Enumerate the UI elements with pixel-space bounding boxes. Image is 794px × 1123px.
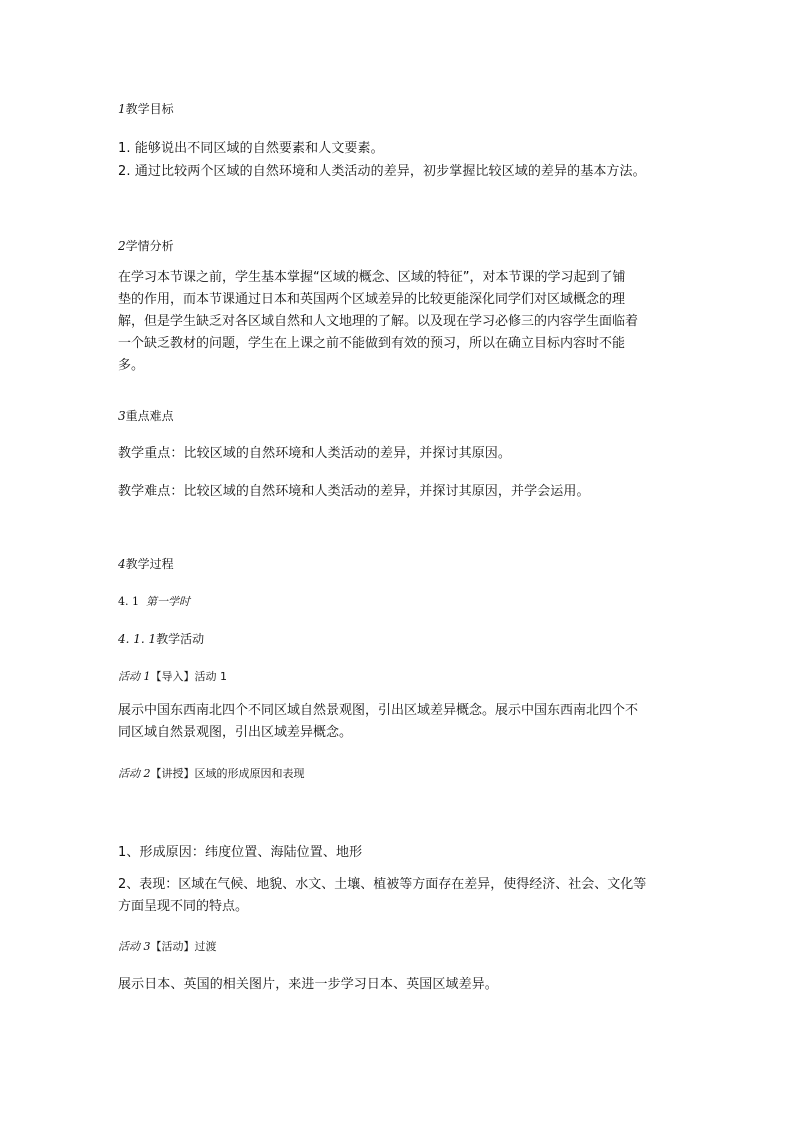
section-number: 3 (118, 409, 126, 423)
activity-label: 活动 1 (118, 670, 151, 683)
section-title: 教学过程 (125, 557, 174, 571)
section-number: 2 (118, 239, 126, 253)
paragraph-line: 垫的作用，而本节课通过日本和英国两个区域差异的比较更能深化同学们对区域概念的理 (118, 292, 626, 307)
objective-item: 2. 通过比较两个区域的自然环境和人类活动的差异，初步掌握比较区域的差异的基本方法。 (118, 164, 646, 179)
paragraph-line: 方面呈现不同的特点。 (118, 899, 249, 914)
subsection-heading-lesson (118, 593, 190, 609)
objective-item: 1. 能够说出不同区域的自然要素和人文要素。 (118, 141, 384, 156)
paragraph-line: 多。 (118, 358, 145, 373)
activity-name: 区域的形成原因和表现 (194, 767, 305, 780)
section-heading-keypoints (118, 407, 174, 424)
formation-cause-text: 1、形成原因：纬度位置、海陆位置、地形 (118, 845, 363, 860)
key-point-text: 教学重点：比较区域的自然环境和人类活动的差异，并探讨其原因。 (118, 446, 512, 461)
section-title: 教学目标 (125, 102, 174, 116)
activity-heading (118, 668, 227, 684)
section-heading-analysis (118, 237, 174, 254)
paragraph-line: 一个缺乏教材的问题，学生在上课之前不能做到有效的预习，所以在确立目标内容时不能 (118, 336, 626, 351)
activity-label: 活动 3 (118, 940, 151, 953)
paragraph-line: 解，但是学生缺乏对各区域自然和人文地理的了解。以及现在学习必修三的内容学生面临着 (118, 314, 639, 329)
section-number: 4 (118, 557, 126, 571)
subsection-number: 4. 1 (118, 595, 139, 608)
activity-tag: 【讲授】 (150, 767, 195, 780)
section-number: 1 (118, 102, 126, 116)
activity-name: 过渡 (194, 940, 217, 953)
section-heading-objectives (118, 100, 174, 117)
paragraph-line: 同区域自然景观图，引出区域差异概念。 (118, 725, 353, 740)
activity-1-paragraph (118, 700, 678, 744)
activity-tag: 【导入】 (150, 670, 195, 683)
paragraph-line: 在学习本节课之前，学生基本掌握“区域的概念、区域的特征”，对本节课的学习起到了铺 (118, 270, 626, 285)
paragraph-line: 展示中国东西南北四个不同区域自然景观图，引出区域差异概念。展示中国东西南北四个不 (118, 703, 639, 718)
difficulty-text: 教学难点：比较区域的自然环境和人类活动的差异，并探讨其原因，并学会运用。 (118, 484, 590, 499)
performance-paragraph (118, 874, 678, 918)
activity-name: 活动 1 (194, 670, 227, 683)
activity-label: 活动 2 (118, 767, 151, 780)
subsection-number: 4. 1. 1 (118, 632, 157, 646)
section-heading-process (118, 555, 174, 572)
subsection-title: 第一学时 (146, 595, 190, 608)
section-title: 学情分析 (125, 239, 174, 253)
subsection-title: 教学活动 (156, 632, 205, 646)
analysis-paragraph (118, 267, 678, 377)
activity-heading (118, 938, 217, 954)
activity-3-text: 展示日本、英国的相关图片，来进一步学习日本、英国区域差异。 (118, 977, 498, 992)
activity-tag: 【活动】 (150, 940, 195, 953)
activity-heading (118, 765, 305, 781)
section-title: 重点难点 (125, 409, 174, 423)
paragraph-line: 2、表现：区域在气候、地貌、水文、土壤、植被等方面存在差异，使得经济、社会、文化等 (118, 877, 647, 892)
subsection-heading-activities (118, 630, 204, 647)
